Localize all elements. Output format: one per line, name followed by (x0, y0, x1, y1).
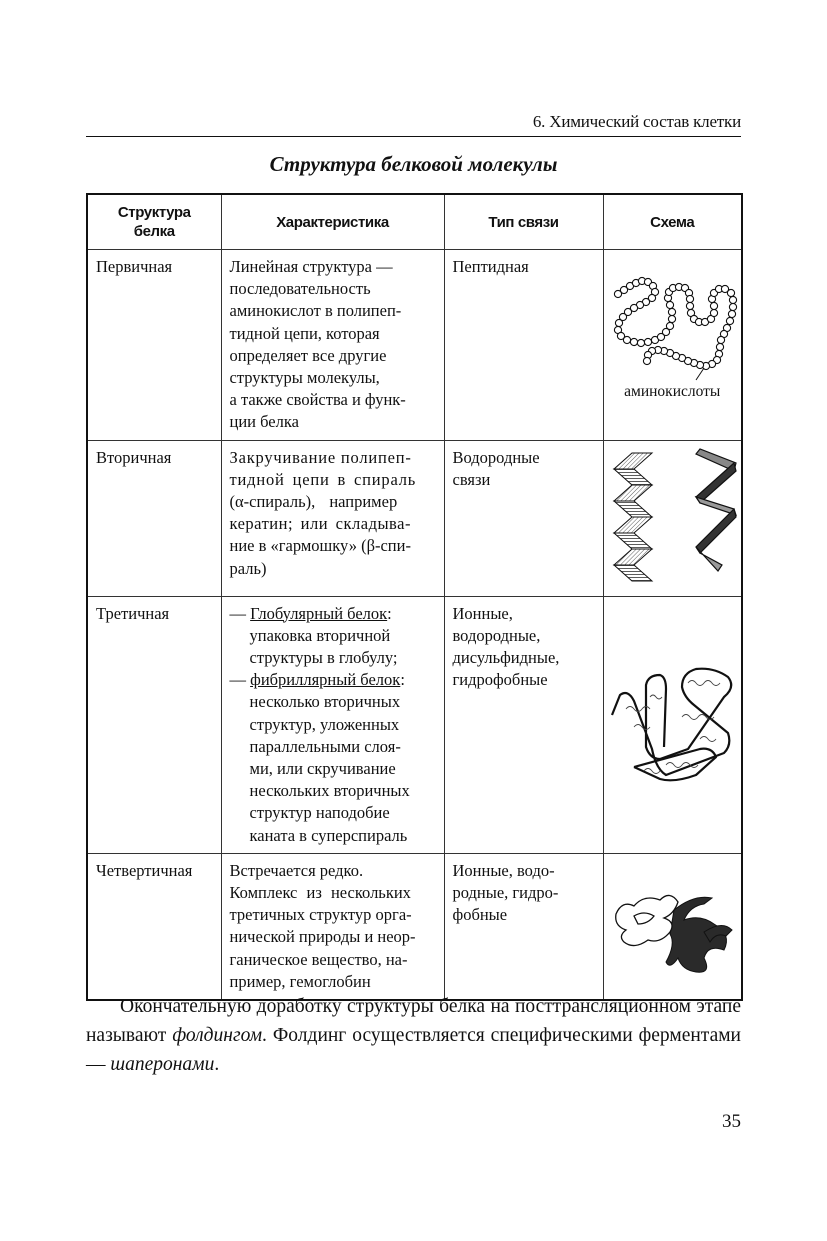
text-line: (α-спираль), например (229, 492, 398, 512)
characteristic-cell (221, 853, 444, 1000)
header-characteristic: Характеристика (221, 194, 444, 250)
term-chaperones: шаперонами (110, 1054, 215, 1075)
text-line: кератин; или складыва- (229, 514, 411, 534)
header-structure-line1: Структура (117, 204, 191, 221)
bond-type-cell (444, 596, 603, 853)
table-row (87, 440, 742, 596)
amino-acid-chain-icon (604, 250, 743, 435)
protein-structure-table (86, 193, 743, 1001)
text-line: тидной цепи, которая (229, 323, 380, 343)
text-line: нескольких вторичных (249, 781, 410, 801)
text-line: Водородные (452, 447, 540, 467)
text-line: ние в «гармошку» (β-спи- (229, 536, 411, 556)
globular-item (230, 603, 437, 670)
text-line: фобные (452, 905, 508, 925)
text-line: ганическое вещество, на- (229, 949, 408, 969)
table-title: Структура белковой молекулы (269, 152, 558, 176)
structure-cell: Третичная (87, 596, 221, 853)
quaternary-complex-icon (604, 854, 743, 995)
text-line: пример, гемоглобин (229, 971, 371, 991)
paragraph-text: . (214, 1054, 220, 1075)
header-scheme: Схема (603, 194, 742, 250)
text-line: последовательность (229, 279, 371, 299)
text-line: ми, или скручивание (249, 759, 396, 779)
text-line: родные, гидро- (452, 883, 559, 903)
characteristic-cell (221, 250, 444, 441)
text-line: гидрофобные (452, 670, 548, 690)
text-line: Линейная структура — (229, 257, 393, 276)
text-line: тидной цепи в спираль (229, 469, 417, 489)
header-structure-line2: белка (133, 223, 175, 240)
text-line: Ионные, водо- (452, 860, 555, 880)
dash: — (229, 603, 251, 623)
fibrillar-term: фибриллярный белок (250, 670, 401, 690)
text-line: параллельными слоя- (249, 736, 401, 756)
text-line: структур, уложенных (249, 714, 400, 734)
header-bond-type: Тип связи (444, 194, 603, 250)
scheme-cell (603, 440, 742, 596)
text-line: определяет все другие (229, 345, 387, 365)
tertiary-globule-icon (604, 597, 743, 848)
running-head: 6. Химический состав клетки (532, 112, 741, 131)
table-header-row (87, 194, 742, 250)
bond-type-cell (444, 853, 603, 1000)
characteristic-cell (221, 440, 444, 596)
term-folding: фолдингом (172, 1025, 263, 1046)
dash: — (229, 670, 251, 690)
text-line: структуры в глобулу; (249, 648, 398, 668)
structure-cell: Первичная (87, 250, 221, 441)
text-line: третичных структур орга- (229, 905, 412, 925)
characteristic-cell (221, 596, 444, 853)
scheme-cell (603, 250, 742, 441)
text-line: ции белка (229, 412, 299, 432)
scheme-cell (603, 596, 742, 853)
folding-paragraph (86, 992, 741, 1079)
text-line: упаковка вторичной (249, 625, 391, 645)
header-rule (86, 136, 741, 137)
colon: : (400, 670, 405, 690)
alpha-beta-helix-icon (604, 441, 743, 596)
text-line: Ионные, (452, 603, 513, 623)
text-line: аминокислот в полипеп- (229, 301, 402, 321)
text-line: структуры молекулы, (229, 368, 380, 388)
text-line: а также свойства и функ- (229, 390, 406, 410)
body-paragraph (86, 992, 741, 1079)
bond-type-cell: Пептидная (444, 250, 603, 441)
paragraph-text: . Фолдинг осуществляется специфическими ферментами — (86, 1025, 741, 1075)
structure-cell: Вторичная (87, 440, 221, 596)
table-row (87, 250, 742, 441)
text-line: каната в суперспираль (249, 825, 408, 845)
text-line: несколько вторичных (249, 692, 401, 712)
header-structure (87, 194, 221, 250)
text-line: нической природы и неор- (229, 927, 416, 947)
paragraph-text: Окончательную доработку структуры белка на посттрансляционном этапе называют (86, 996, 741, 1046)
scheme-cell (603, 853, 742, 1000)
table-row (87, 853, 742, 1000)
text-line: Встречается редко. (229, 860, 364, 880)
globular-term: Глобулярный белок (250, 603, 388, 623)
colon: : (387, 603, 392, 623)
text-line: Комплекс из нескольких (229, 883, 411, 903)
text-line: Закручивание полипеп- (229, 447, 412, 467)
structure-cell: Четвертичная (87, 853, 221, 1000)
text-line: структур наподобие (249, 803, 390, 823)
bond-type-cell (444, 440, 603, 596)
text-line: раль) (229, 558, 267, 578)
amino-acids-label: аминокислоты (624, 383, 721, 401)
page-number: 35 (722, 1111, 741, 1132)
table-row (87, 596, 742, 853)
text-line: связи (452, 469, 491, 489)
text-line: дисульфидные, (452, 648, 560, 668)
text-line: водородные, (452, 625, 541, 645)
fibrillar-item (230, 669, 437, 847)
